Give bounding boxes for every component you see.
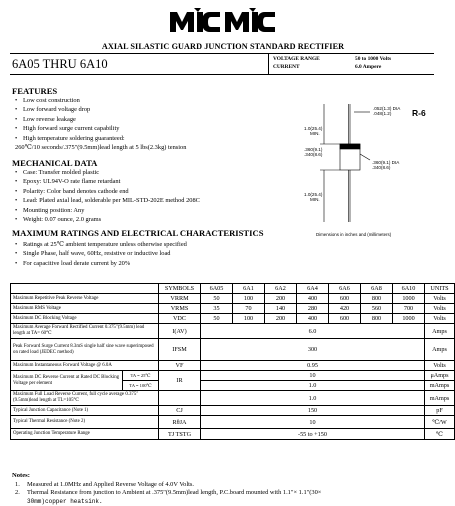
- voltage-range-value: 50 to 1000 Volts: [355, 56, 392, 62]
- cell-value: 10: [201, 371, 425, 381]
- cell-value: 1000: [393, 314, 425, 324]
- package-outline-drawing: [270, 104, 430, 224]
- row-symbol: I(AV): [159, 324, 201, 339]
- cell-value: 0.95: [201, 361, 425, 371]
- voltage-range-label: VOLTAGE RANGE: [273, 56, 320, 62]
- rating-condition: • For capacitive load derate current by 20%: [15, 259, 187, 268]
- table-row: [11, 371, 455, 381]
- row-unit: mAmps: [425, 381, 455, 391]
- cell-value: 50: [201, 294, 233, 304]
- brand-logo: [168, 6, 278, 34]
- cathode-band: [340, 144, 360, 149]
- header-units: UNITS: [425, 284, 455, 294]
- features-heading: FEATURES: [12, 86, 58, 96]
- row-condition: TA = 100℃: [123, 381, 159, 391]
- row-symbol: VRRM: [159, 294, 201, 304]
- notes-heading: Notes:: [12, 472, 30, 479]
- logo-mark-left: [170, 8, 220, 32]
- feature-item: • High temperature soldering guaranteed:: [15, 134, 186, 143]
- table-row: [11, 339, 455, 361]
- row-description: Maximum RMS Voltage: [11, 304, 159, 314]
- table-row: [11, 294, 455, 304]
- row-description: Maximum Average Forward Rectified Current 0.375"(9.5mm) lead length at TA= 60℃: [11, 324, 159, 339]
- cell-value: 200: [265, 294, 297, 304]
- dim-lead-length-bottom-min: MIN.: [310, 197, 320, 202]
- row-symbol: VRMS: [159, 304, 201, 314]
- feature-item: • Low reverse leakage: [15, 115, 186, 124]
- row-unit: Volts: [425, 304, 455, 314]
- table-row: [11, 391, 455, 406]
- row-unit: pF: [425, 406, 455, 416]
- header-part: 6A1: [233, 284, 265, 294]
- table-header-row: [11, 284, 455, 294]
- feature-item: • High forward surge current capability: [15, 124, 186, 133]
- note-item: [15, 489, 435, 506]
- table-row: [11, 429, 455, 440]
- row-unit: Volts: [425, 314, 455, 324]
- cell-value: 1.0: [201, 381, 425, 391]
- cell-value: 140: [265, 304, 297, 314]
- header-part: 6A8: [361, 284, 393, 294]
- cell-value: 800: [361, 294, 393, 304]
- row-description: Maximum DC Reverse Current at Rated DC Blocking Voltage per element: [11, 371, 123, 391]
- cell-value: 400: [297, 294, 329, 304]
- cell-value: 700: [393, 304, 425, 314]
- dim-body-diameter: .360(9.1) DIA: [372, 160, 400, 165]
- note-number: 2.: [15, 489, 20, 497]
- cell-value: -55 to +150: [201, 429, 425, 440]
- row-description: Operating Junction Temperature Range: [11, 429, 159, 440]
- header-rule-bottom: [10, 74, 434, 75]
- row-symbol: TJ TSTG: [159, 429, 201, 440]
- dim-lead-length-top-min: MIN.: [310, 131, 320, 136]
- ratings-table: [10, 283, 455, 440]
- row-unit: ℃/W: [425, 416, 455, 429]
- header-symbols: SYMBOLS: [159, 284, 201, 294]
- cell-value: 600: [329, 294, 361, 304]
- row-unit: Amps: [425, 339, 455, 361]
- header-part: 6A6: [329, 284, 361, 294]
- dim-body-length-min: .340(8.6): [304, 152, 323, 157]
- row-symbol: RθJA: [159, 416, 201, 429]
- cell-value: 6.0: [201, 324, 425, 339]
- dim-lead-diameter-min: .048(1.2): [373, 111, 392, 116]
- row-unit: mAmps: [425, 391, 455, 406]
- cell-value: 1.0: [201, 391, 425, 406]
- table-row: [11, 416, 455, 429]
- document-title: AXIAL SILASTIC GUARD JUNCTION STANDARD RECTIFIER: [101, 42, 345, 51]
- cell-value: 200: [265, 314, 297, 324]
- cell-value: 420: [329, 304, 361, 314]
- cell-value: 300: [201, 339, 425, 361]
- note-text: Measured at 1.0MHz and Applied Reverse Voltage of 4.0V Volts.: [27, 481, 194, 488]
- row-unit: Volts: [425, 294, 455, 304]
- mechanical-item: • Case: Transfer molded plastic: [15, 168, 200, 177]
- mechanical-list: [15, 168, 200, 224]
- dim-body-diameter-min: .340(8.6): [372, 165, 391, 170]
- row-unit: Volts: [425, 361, 455, 371]
- mechanical-item: • Lead: Plated axial lead, solderable per MIL-STD-202E method 208C: [15, 196, 200, 205]
- current-value: 6.0 Ampere: [355, 64, 382, 70]
- cell-value: 560: [361, 304, 393, 314]
- cell-value: 1000: [393, 294, 425, 304]
- table-row: [11, 304, 455, 314]
- dim-lead-diameter: .052(1.3) DIA: [373, 106, 401, 111]
- row-description: Maximum Instantaneous Forward Voltage @ 6.0A: [11, 361, 159, 371]
- cell-value: 35: [201, 304, 233, 314]
- feature-item: • Low forward voltage drop: [15, 105, 186, 114]
- table-row: [11, 314, 455, 324]
- feature-item-continuation: 260℃/10 seconds/.375"(9.5mm)lead length at 5 lbs(2.3kg) tension: [15, 144, 187, 152]
- cell-value: 280: [297, 304, 329, 314]
- row-symbol: IR: [159, 371, 201, 391]
- table-row: [11, 406, 455, 416]
- header-part: 6A05: [201, 284, 233, 294]
- mechanical-item: • Mounting position: Any: [15, 206, 200, 215]
- cell-value: 100: [233, 314, 265, 324]
- row-unit: μAmps: [425, 371, 455, 381]
- dim-lead-length-top: 1.0(25.4): [304, 126, 323, 131]
- header-part: 6A10: [393, 284, 425, 294]
- mechanical-heading: MECHANICAL DATA: [12, 158, 98, 168]
- table-row: [11, 324, 455, 339]
- note-text-continuation: 30mm)copper heatsink.: [27, 497, 103, 505]
- cell-value: 150: [201, 406, 425, 416]
- rating-summary-box: [268, 54, 434, 74]
- row-symbol: CJ: [159, 406, 201, 416]
- mechanical-item: • Weight: 0.07 ounce, 2.0 grams: [15, 215, 200, 224]
- notes-list: [15, 481, 435, 506]
- cell-value: 70: [233, 304, 265, 314]
- cell-value: 400: [297, 314, 329, 324]
- note-item: [15, 481, 435, 489]
- package-code: R-6: [412, 108, 426, 118]
- mechanical-item: • Epoxy: UL94V-O rate flame retardant: [15, 177, 200, 186]
- cell-value: 100: [233, 294, 265, 304]
- rating-condition: • Ratings at 25℃ ambient temperature unless otherwise specified: [15, 240, 187, 249]
- row-symbol: VF: [159, 361, 201, 371]
- cell-value: 50: [201, 314, 233, 324]
- cell-value: 10: [201, 416, 425, 429]
- ratings-heading: MAXIMUM RATINGS AND ELECTRICAL CHARACTERISTICS: [12, 228, 264, 238]
- dimension-note: Dimensions in inches and (millimeters): [316, 232, 392, 237]
- row-unit: ℃: [425, 429, 455, 440]
- features-list: [15, 96, 186, 152]
- cell-value: 800: [361, 314, 393, 324]
- row-description: Maximum Full Load Reverse Current, full cycle average 0.375"(9.5mm)lead length at TL=105℃: [11, 391, 159, 406]
- row-unit: Amps: [425, 324, 455, 339]
- row-symbol: IFSM: [159, 339, 201, 361]
- header-part: 6A2: [265, 284, 297, 294]
- row-description: Typical Thermal Resistance (Note 2): [11, 416, 159, 429]
- row-symbol: [159, 391, 201, 406]
- part-number-range: 6A05 THRU 6A10: [12, 57, 108, 71]
- dim-body-length: .360(9.1): [304, 147, 323, 152]
- dim-lead-length-bottom: 1.0(25.4): [304, 192, 323, 197]
- note-text: Thermal Resistance from junction to Ambient at .375"(9.5mm)lead length, P.C.board mounted with 1.1"× 1.1"(30×: [27, 489, 322, 497]
- current-label: CURRENT: [273, 64, 300, 70]
- row-description: Peak Forward Surge Current 8.3mS single half sine wave superimposed on rated load (JEDEC method): [11, 339, 159, 361]
- header-part: 6A4: [297, 284, 329, 294]
- row-description: Typical Junction Capacitance (Note 1): [11, 406, 159, 416]
- note-number: 1.: [15, 481, 20, 488]
- row-description: Maximum DC Blocking Voltage: [11, 314, 159, 324]
- ratings-conditions-list: [15, 240, 187, 268]
- cell-value: 600: [329, 314, 361, 324]
- feature-item: • Low cost construction: [15, 96, 186, 105]
- row-description: Maximum Repetitive Peak Reverse Voltage: [11, 294, 159, 304]
- row-symbol: VDC: [159, 314, 201, 324]
- mechanical-item: • Polarity: Color band denotes cathode end: [15, 187, 200, 196]
- rating-condition: • Single Phase, half wave, 60Hz, resistive or inductive load: [15, 249, 187, 258]
- row-condition: TA = 25℃: [123, 371, 159, 381]
- logo-mark-right: [225, 8, 275, 32]
- table-row: [11, 361, 455, 371]
